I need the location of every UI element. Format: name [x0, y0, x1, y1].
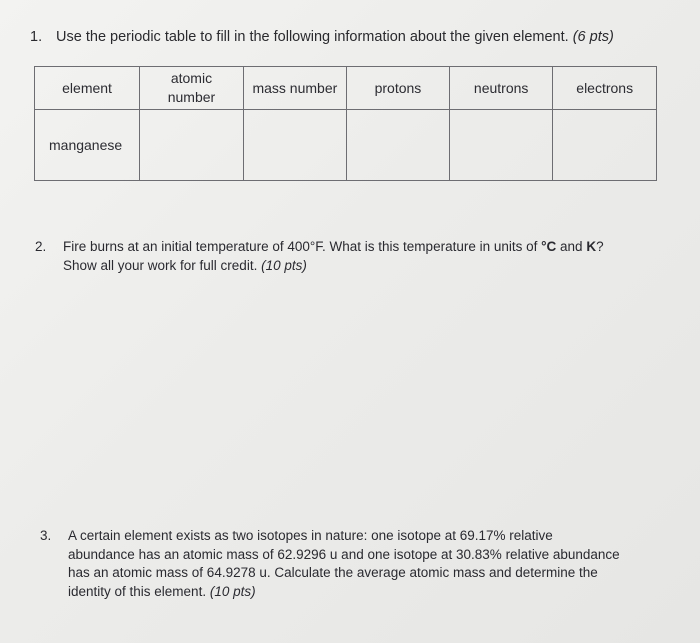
cell-mass-number[interactable]: [243, 110, 346, 181]
table-header-row: [35, 67, 657, 110]
element-info-table: [34, 66, 657, 181]
question-3-number: 3.: [40, 528, 52, 543]
cell-neutrons[interactable]: [449, 110, 552, 181]
cell-atomic-number[interactable]: [140, 110, 244, 181]
question-3-line1: A certain element exists as two isotopes in nature: one isotope at 69.17% relative: [68, 528, 553, 543]
question-3-line3: has an atomic mass of 64.9278 u. Calculate the average atomic mass and determine the: [68, 565, 598, 580]
question-2-number: 2.: [35, 239, 47, 254]
cell-electrons[interactable]: [553, 110, 657, 181]
question-2-points: (10 pts): [261, 257, 307, 273]
question-3-points: (10 pts): [209, 583, 256, 599]
question-2-qmark: ?: [596, 239, 604, 254]
question-1: [30, 29, 690, 45]
question-1-number: 1.: [30, 29, 43, 45]
header-mass-number: mass number: [243, 67, 346, 110]
header-atomic-number-label: atomic number: [167, 70, 216, 105]
header-element: element: [35, 67, 140, 110]
header-protons: protons: [346, 67, 449, 110]
header-electrons: electrons: [553, 67, 657, 110]
question-2-line2: Show all your work for full credit.: [63, 257, 262, 273]
header-atomic-number: [140, 67, 244, 110]
question-3: [40, 527, 650, 601]
cell-protons[interactable]: [346, 110, 449, 181]
question-1-text: Use the periodic table to fill in the following information about the given element.: [56, 29, 569, 45]
question-2-text: Fire burns at an initial temperature of 400°F. What is this temperature in units of: [63, 239, 542, 254]
question-1-points: (6 pts): [572, 29, 614, 45]
table-row: [35, 110, 657, 181]
question-3-line2: abundance has an atomic mass of 62.9296 u and one isotope at 30.83% relative abundance: [68, 546, 620, 562]
question-2-and: and: [556, 239, 587, 254]
unit-celsius: °C: [541, 239, 557, 254]
cell-element: manganese: [35, 110, 140, 181]
question-2: [35, 238, 665, 275]
header-neutrons: neutrons: [449, 67, 552, 110]
unit-kelvin: K: [586, 239, 597, 254]
question-3-line4: identity of this element.: [68, 583, 210, 599]
